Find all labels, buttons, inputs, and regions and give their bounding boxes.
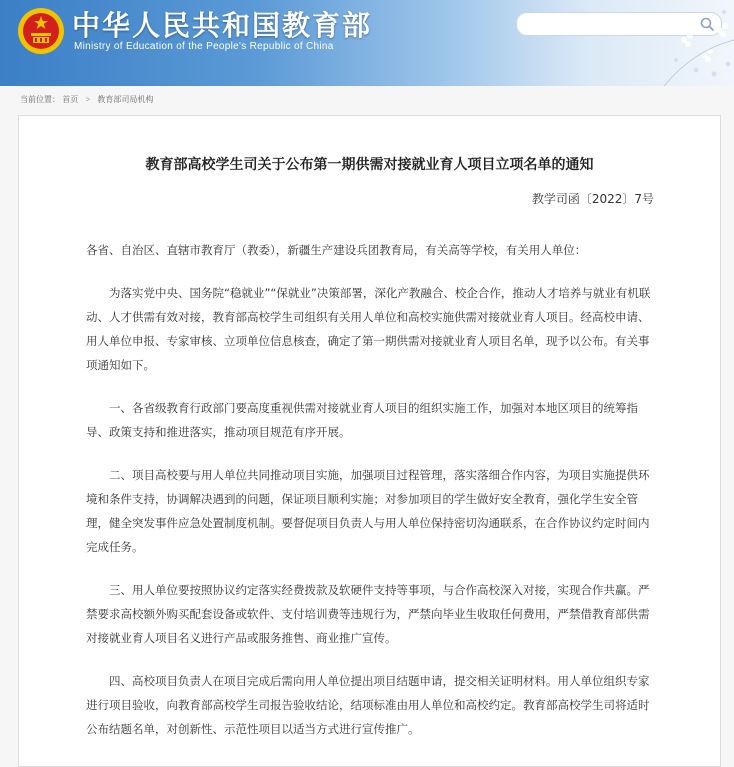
site-title[interactable]: 中华人民共和国教育部 <box>72 9 373 42</box>
document-paragraph: 三、用人单位要按照协议约定落实经费拨款及软硬件支持等事项，与合作高校深入对接，实现合作共赢。严禁要求高校额外购买配套设备或软件、支付培训费等违规行为，严禁向毕业生收取任何费用，严禁借教育部供需对接就业育人项目名义进行产品或服务推售、商业推广宣传。 <box>86 583 650 645</box>
national-emblem-icon[interactable] <box>16 6 66 56</box>
site-header <box>0 0 734 86</box>
document-paragraph: 四、高校项目负责人在项目完成后需向用人单位提出项目结题申请，提交相关证明材料。用人单位组织专家进行项目验收，向教育部高校学生司报告验收结论，结项标准由用人单位和高校约定。教育部高校学生司将适时公布结题名单，对创新性、示范性项目以适当方式进行宣传推广。 <box>86 674 650 736</box>
document-panel <box>18 115 721 767</box>
breadcrumb-separator: > <box>85 95 91 104</box>
document-paragraph: 为落实党中央、国务院“稳就业”“保就业”决策部署，深化产教融合、校企合作，推动人才培养与就业有机联动、人才供需有效对接，教育部高校学生司组织有关用人单位和高校实施供需对接就业育人项目。经高校申请、用人单位申报、专家审核、立项单位信息核查，确定了第一期供需对接就业育人项目名单，现予以公布。有关事项通知如下。 <box>86 286 651 372</box>
site-subtitle: Ministry of Education of the People's Republic of China <box>74 41 334 52</box>
breadcrumb-prefix: 当前位置： <box>20 95 60 104</box>
document-title: 教育部高校学生司关于公布第一期供需对接就业育人项目立项名单的通知 <box>145 157 594 173</box>
decorative-flowers <box>624 0 734 86</box>
breadcrumb-department-link[interactable]: 教育部司局机构 <box>97 95 154 104</box>
document-body <box>86 238 656 760</box>
breadcrumb-home-link[interactable]: 首页 <box>62 95 79 104</box>
document-salutation: 各省、自治区、直辖市教育厅（教委），新疆生产建设兵团教育局，有关高等学校，有关用人单位： <box>86 243 587 257</box>
document-number: 教学司函〔2022〕7号 <box>531 192 654 206</box>
document-paragraph: 一、各省级教育行政部门要高度重视供需对接就业育人项目的组织实施工作，加强对本地区项目的统筹指导、政策支持和推进落实，推动项目规范有序开展。 <box>86 401 638 439</box>
document-paragraph: 二、项目高校要与用人单位共同推动项目实施，加强项目过程管理，落实落细合作内容，为项目实施提供环境和条件支持，协调解决遇到的问题，保证项目顺利实施；对参加项目的学生做好安全教育，强化学生安全管理，健全突发事件应急处置制度机制。要督促项目负责人与用人单位保持密切沟通联系，在合作协议约定时间内完成任务。 <box>86 468 650 554</box>
breadcrumb <box>20 94 153 105</box>
